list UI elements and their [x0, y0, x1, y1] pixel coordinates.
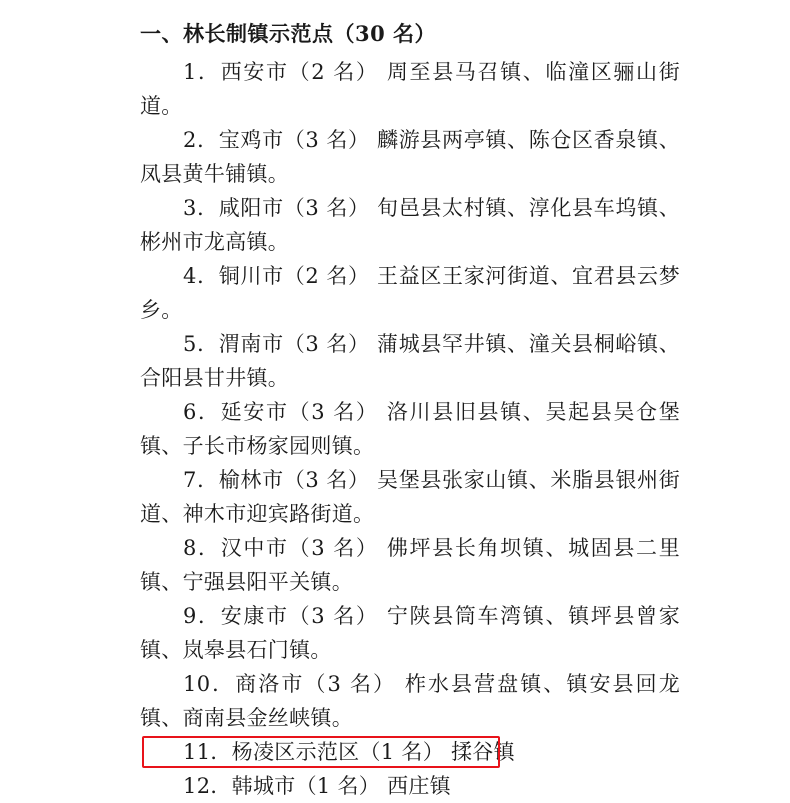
list-item: 6．延安市（3 名） 洛川县旧县镇、吴起县吴仓堡镇、子长市杨家园则镇。 [140, 399, 680, 458]
list-item: 3．咸阳市（3 名） 旬邑县太村镇、淳化县车坞镇、彬州市龙高镇。 [140, 195, 680, 254]
highlighted-list-item-wrapper [140, 735, 680, 769]
list-item: 7．榆林市（3 名） 吴堡县张家山镇、米脂县银州街道、神木市迎宾路街道。 [140, 467, 680, 526]
list-item: 8．汉中市（3 名） 佛坪县长角坝镇、城固县二里镇、宁强县阳平关镇。 [140, 535, 680, 594]
list-item: 2．宝鸡市（3 名） 麟游县两亭镇、陈仓区香泉镇、凤县黄牛铺镇。 [140, 127, 680, 186]
list-item: 10．商洛市（3 名） 柞水县营盘镇、镇安县回龙镇、商南县金丝峡镇。 [140, 671, 680, 730]
page-title: 一、林长制镇示范点（30 名） [140, 21, 437, 46]
list-item: 11．杨凌区示范区（1 名） 揉谷镇 [183, 739, 515, 764]
list-item: 1．西安市（2 名） 周至县马召镇、临潼区骊山街道。 [140, 59, 680, 118]
list-item: 5．渭南市（3 名） 蒲城县罕井镇、潼关县桐峪镇、合阳县甘井镇。 [140, 331, 680, 390]
list-item: 12．韩城市（1 名） 西庄镇 [183, 773, 451, 798]
list-item: 4．铜川市（2 名） 王益区王家河街道、宜君县云梦乡。 [140, 263, 680, 322]
list-item: 9．安康市（3 名） 宁陕县筒车湾镇、镇坪县曾家镇、岚皋县石门镇。 [140, 603, 680, 662]
